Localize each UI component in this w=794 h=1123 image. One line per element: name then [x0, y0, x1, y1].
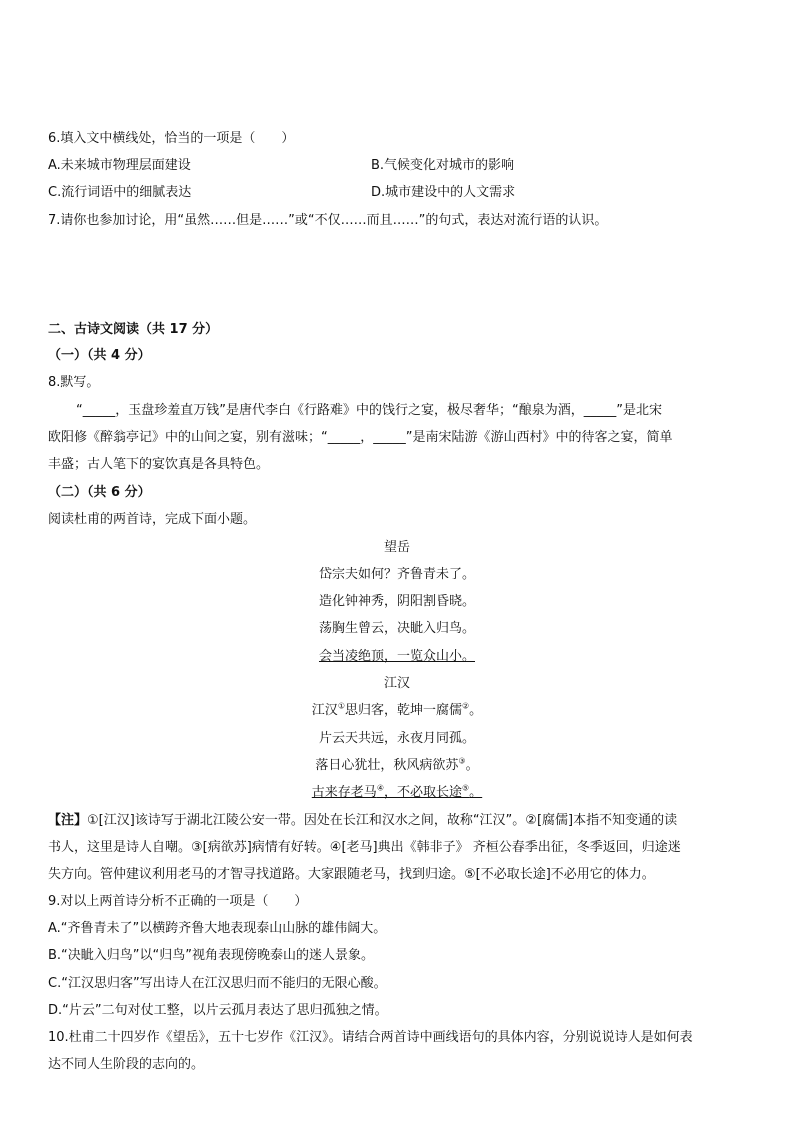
poem2-title: 江汉 — [383, 676, 410, 691]
q9-option-d: D.“片云”二句对仗工整，以片云孤月表达了思归孤独之情。 — [48, 1003, 388, 1018]
poem2-line-1: 江汉①思归客，乾坤一腐儒②。 — [311, 701, 483, 718]
poem1-line-4-underlined — [0, 648, 794, 666]
note-label: 【注】 — [48, 813, 88, 828]
footnote-mark-1: ① — [337, 701, 345, 711]
note-line-3: 失方向。管仲建议利用老马的才智寻找道路。大家跟随老马，找到归途。⑤[不必取长途]不必用它的体力。 — [48, 867, 655, 882]
q6-option-a: A.未来城市物理层面建设 — [48, 158, 191, 173]
footnote-mark-4: ④ — [376, 783, 384, 793]
poem1-line-1: 岱宗夫如何？齐鲁青未了。 — [318, 567, 475, 582]
footnote-mark-5: ⑤ — [462, 783, 470, 793]
poem2-line-4 — [0, 784, 794, 802]
q8-stem: 8.默写。 — [48, 375, 100, 390]
q8-line-3: 丰盛；古人笔下的宴饮真是各具特色。 — [48, 457, 270, 472]
q10-line-1: 10.杜甫二十四岁作《望岳》，五十七岁作《江汉》。请结合两首诗中画线语句的具体内容，分别说说诗人是如何表 — [48, 1030, 693, 1045]
q8-line-1: “_____，玉盘珍羞直万钱”是唐代李白《行路难》中的饯行之宴，极尽奢华；“酿泉为酒，_____”是北宋 — [76, 403, 662, 418]
poem2-line-2: 片云天共远，永夜月同孤。 — [318, 731, 475, 746]
part1-title: （一）（共 4 分） — [48, 348, 151, 363]
poem1-line-2: 造化钟神秀，阴阳割昏晓。 — [318, 594, 475, 609]
q9-option-a: A.“齐鲁青未了”以横跨齐鲁大地表现泰山山脉的雄伟阔大。 — [48, 921, 387, 936]
q6-option-b: B.气候变化对城市的影响 — [371, 158, 515, 173]
q7-stem: 7.请你也参加讨论，用“虽然……但是……”或“不仅……而且……”的句式，表达对流行语的认识。 — [48, 213, 608, 228]
poem1-title: 望岳 — [383, 540, 410, 555]
footnote-mark-2: ② — [462, 701, 470, 711]
part2-title: （二）（共 6 分） — [48, 485, 151, 500]
section-title: 二、古诗文阅读（共 17 分） — [48, 322, 219, 337]
q6-option-d: D.城市建设中的人文需求 — [371, 185, 516, 200]
poem2-line-4-underlined: 古来存老马④，不必取长途⑤。 — [311, 783, 483, 800]
q9-stem: 9.对以上两首诗分析不正确的一项是（ ） — [48, 894, 308, 909]
poem2-line-3: 落日心犹壮，秋风病欲苏③。 — [315, 756, 479, 773]
part2-intro: 阅读杜甫的两首诗，完成下面小题。 — [48, 512, 257, 527]
q6-stem: 6.填入文中横线处，恰当的一项是（ ） — [48, 131, 295, 146]
q9-option-c: C.“江汉思归客”写出诗人在江汉思归而不能归的无限心酸。 — [48, 976, 387, 991]
poem1-line-4: 会当凌绝顶，一览众山小。 — [318, 649, 475, 664]
poem1-line-3: 荡胸生曾云，决眦入归鸟。 — [318, 621, 475, 636]
q6-option-c: C.流行词语中的细腻表达 — [48, 185, 192, 200]
q8-line-2: 欧阳修《醉翁亭记》中的山间之宴，别有滋味；“_____，_____”是南宋陆游《游山西村》中的待客之宴，简单 — [48, 430, 673, 445]
note-line-2: 书人，这里是诗人自嘲。③[病欲苏]病情有好转。④[老马]典出《韩非子》 齐桓公春季出征，冬季返回，归途迷 — [48, 840, 681, 855]
note-line-1: 【注】①[江汉]该诗写于湖北江陵公安一带。因处在长江和汉水之间，故称“江汉”。②[腐儒]本指不知变通的读 — [48, 813, 678, 828]
q9-option-b: B.“决眦入归鸟”以“归鸟”视角表现傍晚泰山的迷人景象。 — [48, 948, 374, 963]
footnote-mark-3: ③ — [458, 756, 466, 766]
q10-line-2: 达不同人生阶段的志向的。 — [48, 1057, 205, 1072]
